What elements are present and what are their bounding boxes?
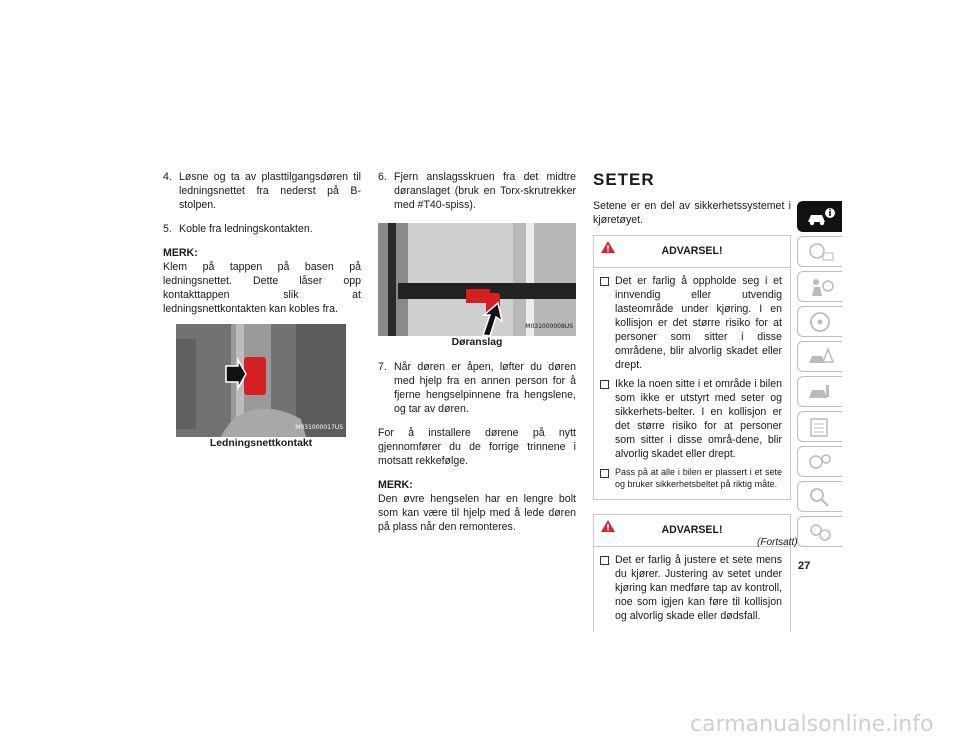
step-number: 4.	[163, 171, 172, 183]
section-heading: SETER	[593, 170, 655, 189]
intro-text: Setene er en del av sikkerhetssystemet i kjøretøyet.	[593, 200, 791, 226]
warning-header	[594, 236, 790, 268]
checklist-icon	[806, 416, 836, 438]
warning-title: ADVARSEL!	[661, 524, 723, 536]
warning-list	[594, 547, 790, 632]
tab-tech[interactable]	[797, 446, 842, 477]
tab-checklist[interactable]	[797, 411, 842, 442]
warning-item	[600, 466, 782, 490]
tab-search[interactable]	[797, 481, 842, 512]
crash-icon	[806, 346, 836, 368]
warning-triangle-icon	[600, 519, 616, 533]
warning-item-text: Det er farlig å oppholde seg i et innvendig eller utvendig lasteområde under kjøring. I en kollisjon er det større risiko for at personer som sitter i disse områdene, blir alvorlig skadet eller drept.	[615, 275, 782, 371]
harness-connector-photo	[176, 324, 346, 437]
multilanguage-icon	[806, 521, 836, 543]
car-info-icon	[806, 206, 836, 228]
note-text: Den øvre hengselen har en lengre bolt som kan være til hjelp med å lede døren på plass når den remonteres.	[378, 493, 576, 533]
install-paragraph: For å installere dørene på nytt gjennomfører du de forrige trinnene i motsatt rekkefølge.	[378, 427, 576, 467]
step-number: 6.	[378, 171, 387, 183]
continued-label: (Fortsatt)	[757, 537, 798, 548]
column-1	[163, 170, 361, 451]
figure-caption: Døranslag	[451, 337, 503, 348]
warning-item	[600, 553, 782, 623]
step-5	[163, 222, 361, 236]
door-check-photo	[378, 223, 576, 336]
step-text: Når døren er åpen, løfter du døren med hjelp fra en annen person for å fjerne hengselpinnene fra hengslene, og tar av døren.	[394, 361, 576, 415]
warning-item	[600, 274, 782, 372]
warning-item-text: Ikke la noen sitte i et område i bilen som ikke er utstyrt med seter og sikkerhets-belter. I en kollisjon er det større risiko for at personer som sitter i disse områ-dene, blir alvorlig skadet eller drept.	[615, 378, 782, 460]
bullet-box-icon	[600, 277, 609, 286]
note-text: Klem på tappen på basen på ledningsnettet. Dette låser opp kontakttappen slik at ledningsnettkontakten kan kobles fra.	[163, 261, 361, 315]
warning-triangle-icon	[600, 240, 616, 254]
warning-title: ADVARSEL!	[661, 245, 723, 257]
bullet-box-icon	[600, 556, 609, 565]
warning-item-text: Pass på at alle i bilen er plassert i et sete og bruker sikkerhetsbeltet på riktig måte.	[615, 467, 782, 489]
tab-airbag[interactable]	[797, 271, 842, 302]
warning-box-1	[593, 235, 791, 500]
warning-item	[600, 377, 782, 461]
warning-item-text: Det er farlig å justere et sete mens du kjører. Justering av setet under kjøring kan medføre tap av kontroll, noe som igjen kan føre til kollisjon og alvorlig skade eller dødsfall.	[615, 554, 782, 622]
search-icon	[806, 486, 836, 508]
warning-list	[594, 268, 790, 499]
tab-multilanguage[interactable]	[797, 516, 842, 547]
step-text: Løsne og ta av plasttilgangsdøren til ledningsnettet fra nederst på B-stolpen.	[179, 171, 361, 211]
watermark: carmanualsonline.info	[690, 712, 934, 737]
step-7	[378, 360, 576, 416]
chapter-tabs	[797, 201, 842, 551]
bullet-box-icon	[600, 469, 609, 478]
airbag-icon	[806, 276, 836, 298]
figure-code: M031000008US	[525, 323, 573, 330]
step-4	[163, 170, 361, 212]
tech-icon	[806, 451, 836, 473]
step-text: Koble fra ledningskontakten.	[179, 223, 313, 235]
bullet-box-icon	[600, 380, 609, 389]
column-2	[378, 170, 576, 534]
note-label: MERK:	[163, 247, 198, 259]
figure-code: M031000017US	[295, 424, 343, 431]
service-car-icon	[806, 381, 836, 403]
dashboard-icon	[806, 241, 836, 263]
tab-service[interactable]	[797, 376, 842, 407]
step-number: 5.	[163, 223, 172, 235]
warning-box-2	[593, 514, 791, 632]
tab-steering[interactable]	[797, 306, 842, 337]
tab-car-info[interactable]	[797, 201, 842, 232]
step-6	[378, 170, 576, 212]
tab-dashboard[interactable]	[797, 236, 842, 267]
tab-crash[interactable]	[797, 341, 842, 372]
note-label: MERK:	[378, 479, 413, 491]
steering-wheel-icon	[806, 311, 836, 333]
page-number: 27	[798, 560, 811, 572]
step-text: Fjern anslagsskruen fra det midtre døranslaget (bruk en Torx-skrutrekker med #T40-spiss).	[394, 171, 576, 211]
step-number: 7.	[378, 361, 387, 373]
figure-caption: Ledningsnettkontakt	[209, 438, 313, 449]
column-3	[593, 170, 791, 632]
